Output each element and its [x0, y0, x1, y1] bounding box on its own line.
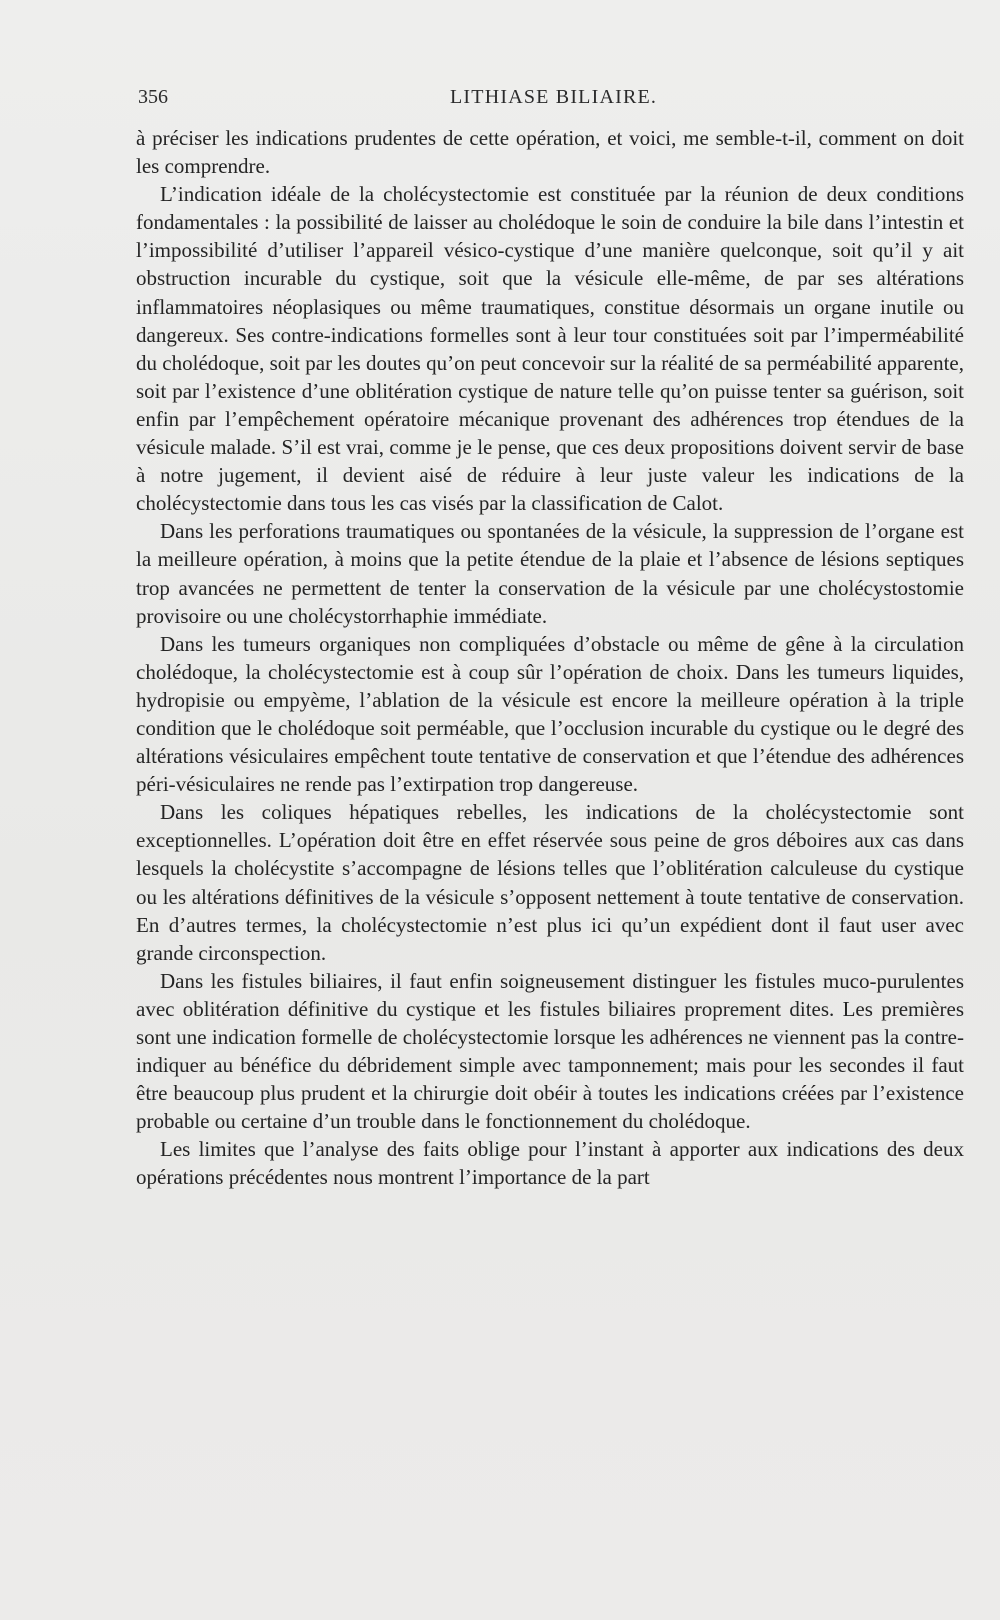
paragraph-ideal-indication: L’indication idéale de la cholécystectomie est constituée par la réunion de deux conditions fondamentales : la possibilité de laisser au cholédoque le soin de conduire la bile dans l’intestin et l’impossibilité d’utiliser l’appareil vésico-cystique d’une manière quelconque, soit qu’il y ait obstruction incurable du cystique, soit que la vésicule elle-même, de par ses altérations inflammatoires néoplasiques ou même traumatiques, constitue désormais un organe inutile ou dangereux. Ses contre-indications formelles sont à leur tour constituées soit par l’imperméabilité du cholédoque, soit par les doutes qu’on peut concevoir sur la réalité de sa perméabilité apparente, soit par l’existence d’une oblitération cystique de nature telle qu’on puisse tenter sa guérison, soit enfin par l’empêchement opératoire mécanique provenant des adhérences trop étendues de la vésicule malade. S’il est vrai, comme je le pense, que ces deux propositions doivent servir de base à notre jugement, il devient aisé de réduire à leur juste valeur les indications de la cholécystectomie dans tous les cas visés par la classification de Calot. — [136, 182, 964, 516]
page-header — [138, 86, 968, 116]
running-title: LITHIASE BILIAIRE. — [450, 86, 658, 108]
paragraph-continuation: à préciser les indications prudentes de cette opération, et voici, me semble-t-il, comment on doit les comprendre. — [136, 126, 964, 179]
body-text — [136, 124, 964, 1192]
paragraph-limites: Les limites que l’analyse des faits oblige pour l’instant à apporter aux indications des deux opérations précédentes nous montrent l’importance de la part — [136, 1137, 964, 1190]
paragraph-fistules: Dans les fistules biliaires, il faut enfin soigneusement distinguer les fistules muco-purulentes avec oblitération définitive du cystique et les fistules biliaires proprement dites. Les premières sont une indication formelle de cholécystectomie lorsque les adhérences ne viennent pas la contre-indiquer au bénéfice du débridement simple avec tamponnement; mais pour les secondes il faut être beaucoup plus prudent et la chirurgie doit obéir à toutes les indications créées par l’existence probable ou certaine d’un trouble dans le fonctionnement du cholédoque. — [136, 968, 964, 1134]
page-number: 356 — [138, 86, 168, 108]
paragraph-tumeurs: Dans les tumeurs organiques non compliquées d’obstacle ou même de gêne à la circulation cholédoque, la cholécystectomie est à coup sûr l’opération de choix. Dans les tumeurs liquides, hydropisie ou empyème, l’ablation de la vésicule est encore la meilleure opération à la triple condition que le cholédoque soit perméable, que l’occlusion incurable du cystique ou le degré des altérations vésiculaires empêchent toute tentative de conservation et que l’étendue des adhérences péri-vésiculaires ne rende pas l’extirpation trop dangereuse. — [136, 631, 964, 797]
paragraph-perforations: Dans les perforations traumatiques ou spontanées de la vésicule, la suppression de l’organe est la meilleure opération, à moins que la petite étendue de la plaie et l’absence de lésions septiques trop avancées ne permettent de tenter la conservation de la vésicule par une cholécystostomie provisoire ou une cholécystorrhaphie immédiate. — [136, 519, 964, 628]
paragraph-coliques: Dans les coliques hépatiques rebelles, les indications de la cholécystectomie sont exceptionnelles. L’opération doit être en effet réservée sous peine de gros déboires aux cas dans lesquels la cholécystite s’accompagne de lésions telles que l’oblitération calculeuse du cystique ou les altérations définitives de la vésicule s’opposent nettement à toute tentative de conservation. En d’autres termes, la cholécystectomie n’est plus ici qu’un expédient dont il faut user avec grande circonspection. — [136, 800, 964, 965]
